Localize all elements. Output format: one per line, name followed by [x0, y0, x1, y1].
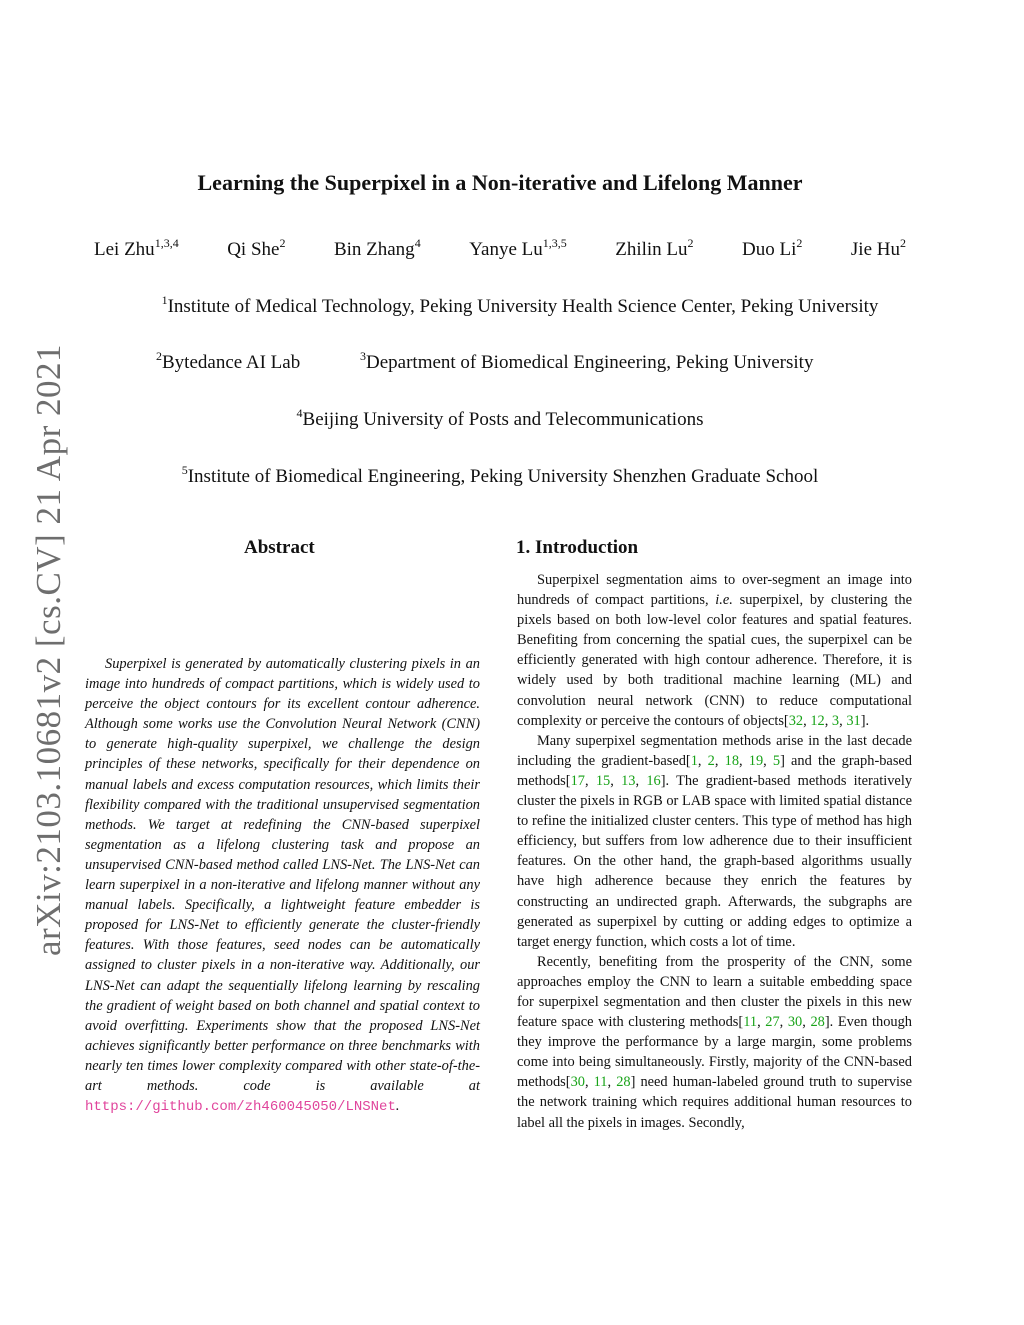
author: Duo Li$^2$ [742, 236, 803, 260]
abstract-body: Superpixel is generated by automatically clustering pixels in an image into hundreds of compact partitions, which is widely used to perceive the object contours for its excellent contour adherence. Although some works use the Convolution Neural Network (CNN) to generate high-quality superpixel, we challenge the design principles of these networks, specifically for their dependence on manual labels and excess computation resources, which limits their flexibility compared with the traditional unsupervised segmentation methods. We target at redefining the CNN-based superpixel segmentation as a lifelong clustering task and propose an unsupervised CNN-based method called LNS-Net. The LNS-Net can learn superpixel in a non-iterative and lifelong manner without any manual labels. Specifically, a lightweight feature embedder is proposed for LNS-Net to efficiently generate the cluster-friendly features. With those features, seed nodes can be automatically assigned to cluster pixels in a non-iterative way. Additionally, our LNS-Net can adapt the sequentially lifelong learning by rescaling the gradient of weight based on both channel and spatial context to avoid overfitting. Experiments show that the proposed LNS-Net achieves significantly better performance on three benchmarks with nearly ten times lower complexity compared with other state-of-the-art methods. code is available at https://github.com/zh460045050/​LNSNet. [85, 656, 480, 1116]
citation-link[interactable]: 13 [621, 772, 636, 789]
arxiv-identifier: arXiv:2103.10681v2 [cs.CV] 21 Apr 2021 [29, 343, 69, 956]
arxiv-side-stamp [29, 343, 69, 956]
affiliation: $^5$Institute of Biomedical Engineering, Peking University Shenzhen Graduate School [181, 463, 819, 487]
citation-link[interactable]: 17 [570, 772, 585, 789]
paragraph: Many superpixel segmentation methods arise in the last decade including the gradient-based[1, 2, 18, 19, 5] and the graph-based methods[17, 15, 13, 16]. The gradient-based methods iteratively cluster the pixels in RGB or LAB space with limited spatial distance to refine the initialized cluster centers. This type of method has high efficiency, but suffers from low adherence due to their insufficient features. On the other hand, the graph-based algorithms usually have high adherence because they enrich the features by constructing an undirected graph. Afterwards, the subgraphs are generated as superpixel by cutting or adding edges to optimize a target energy function, which costs a lot of time. [517, 732, 913, 950]
citation-link[interactable]: 19 [748, 752, 764, 769]
paragraph: Superpixel segmentation aims to over-segment an image into hundreds of compact partitions, i.e. superpixel, by clustering the pixels based on both low-level color features and spatial features. Benefiting from concerning the spatial cues, the superpixel can be efficiently generated with high contour adherence. Therefore, it is widely used by both traditional machine learning (ML) and convolution neural network (CNN) to reduce computational complexity or perceive the contours of objects[32, 12, 3, 31]. [517, 572, 912, 729]
citation-link[interactable]: 5 [772, 752, 781, 769]
citation-link[interactable]: 16 [646, 772, 661, 789]
author: Zhilin Lu$^2$ [615, 236, 694, 260]
citation-link[interactable]: 15 [595, 772, 611, 789]
author-list [94, 236, 906, 261]
paper-title: Learning the Superpixel in a Non-iterative and Lifelong Manner [197, 170, 803, 195]
citation-link[interactable]: 12 [810, 712, 825, 729]
citation-link[interactable]: 32 [788, 712, 804, 729]
citation-link[interactable]: 28 [810, 1014, 825, 1031]
introduction-body [517, 570, 912, 1133]
abstract-heading: Abstract [244, 537, 315, 558]
affiliation: $^4$Beijing University of Posts and Telecommunications [296, 406, 704, 430]
citation-link[interactable]: 3 [831, 712, 840, 729]
citation-link[interactable]: 27 [765, 1014, 780, 1031]
introduction-heading: 1. Introduction [516, 537, 639, 558]
citation-link[interactable]: 2 [707, 752, 715, 769]
citation-link[interactable]: 11 [743, 1014, 758, 1031]
citation-link[interactable]: 28 [616, 1074, 631, 1091]
citation-link[interactable]: 31 [846, 712, 861, 729]
paragraph: Recently, benefiting from the prosperity of the CNN, some approaches employ the CNN to learn a suitable embedding space for superpixel segmentation and then cluster the pixels in this new feature space with clustering methods[11, 27, 30, 28]. Even though they improve the performance by a large margin, some problems come into being simultaneously. Firstly, majority of the CNN-based methods[30, 11, 28] need human-labeled ground truth to supervise the network training which requires additional human resources to label all the pixels in images. Secondly, [517, 953, 913, 1131]
affiliation: $^3$Department of Biomedical Engineering, Peking University [360, 349, 814, 373]
author: Jie Hu$^2$ [850, 236, 906, 260]
author: Lei Zhu$^{1,3,4}$ [94, 236, 179, 260]
author: Bin Zhang$^4$ [333, 236, 421, 260]
author: Qi She$^2$ [227, 236, 286, 260]
citation-link[interactable]: 1 [690, 752, 698, 769]
citation-link[interactable]: 18 [724, 752, 740, 769]
affiliation: $^2$Bytedance AI Lab [156, 349, 301, 373]
citation-link[interactable]: 30 [570, 1074, 585, 1091]
citation-link[interactable]: 11 [593, 1074, 608, 1091]
code-link[interactable]: https://github.com/zh460045050/​LNSNet [85, 1099, 396, 1116]
affiliation: $^1$Institute of Medical Technology, Peking University Health Science Center, Peking University [161, 293, 879, 317]
citation-link[interactable]: 30 [787, 1014, 803, 1031]
author: Yanye Lu$^{1,3,5}$ [469, 236, 567, 260]
